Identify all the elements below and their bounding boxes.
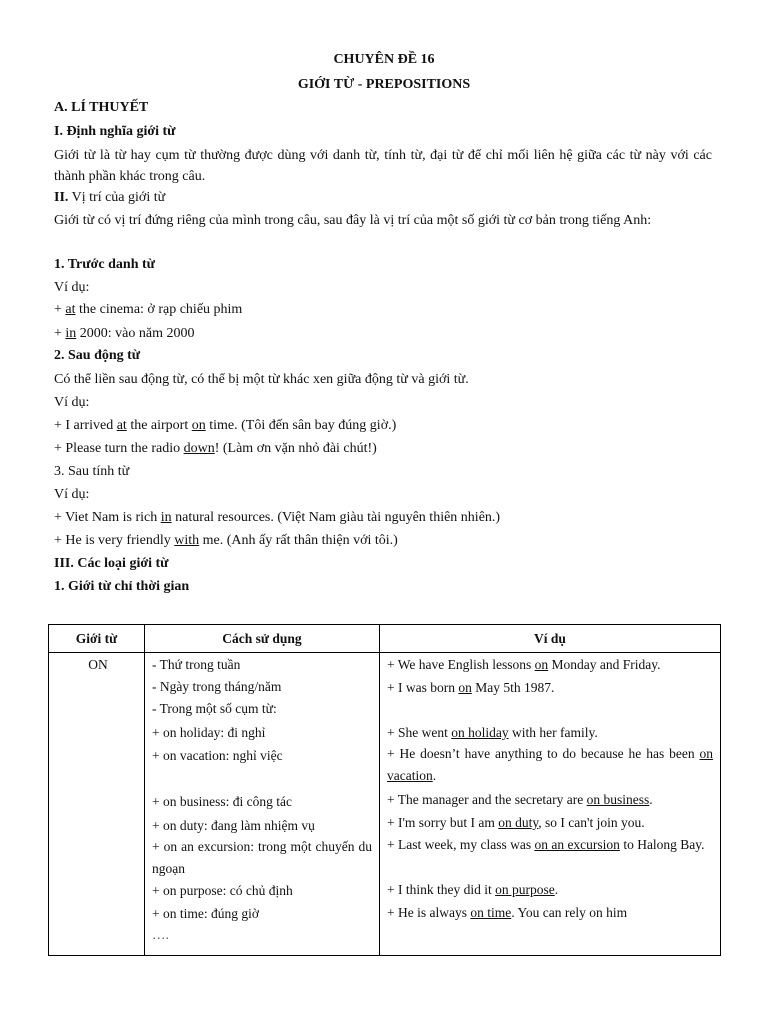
position-heading-number: II. bbox=[54, 190, 69, 205]
example-label: Ví dụ: bbox=[54, 487, 90, 502]
example-text: . bbox=[649, 792, 653, 807]
after-verb-heading: 2. Sau động từ bbox=[54, 348, 141, 363]
example-item bbox=[387, 815, 645, 831]
position-heading-text: Vị trí của giới từ bbox=[68, 190, 166, 205]
example-preposition: on business bbox=[586, 792, 650, 807]
example-line bbox=[54, 510, 500, 526]
time-prepositions-heading: 1. Giới từ chỉ thời gian bbox=[54, 579, 190, 594]
example-preposition: down bbox=[183, 441, 215, 456]
usage-item: + on business: đi công tác bbox=[152, 794, 292, 809]
after-verb-text: Có thể liền sau động từ, có thể bị một từ khác xen giữa động từ và giới từ. bbox=[54, 372, 469, 387]
example-text: + The manager and the secretary are bbox=[387, 792, 587, 807]
table-row bbox=[49, 653, 721, 956]
example-preposition: with bbox=[174, 533, 200, 548]
example-text: + We have English lessons bbox=[387, 657, 535, 672]
example-preposition: at bbox=[116, 418, 127, 433]
example-preposition: on holiday bbox=[451, 725, 509, 740]
example-preposition: on duty bbox=[498, 815, 539, 830]
example-label: Ví dụ: bbox=[54, 280, 90, 295]
example-line bbox=[54, 418, 396, 434]
section-a-heading: A. LÍ THUYẾT bbox=[54, 100, 149, 115]
example-text: with her family. bbox=[508, 725, 598, 740]
example-text: Monday and Friday. bbox=[548, 657, 661, 672]
example-preposition: on an excursion bbox=[534, 837, 620, 852]
example-item bbox=[387, 743, 713, 787]
usage-item: + on vacation: nghỉ việc bbox=[152, 748, 283, 763]
example-item bbox=[387, 834, 713, 856]
usage-item: - Thứ trong tuần bbox=[152, 657, 241, 672]
usage-item: + on time: đúng giờ bbox=[152, 906, 259, 921]
column-header-example: Ví dụ bbox=[380, 625, 721, 653]
column-header-preposition: Giới từ bbox=[49, 625, 145, 653]
prepositions-table bbox=[48, 624, 721, 956]
column-header-usage: Cách sử dụng bbox=[145, 625, 380, 653]
example-text: + Last week, my class was bbox=[387, 837, 535, 852]
example-text: me. (Anh ấy rất thân thiện với tôi.) bbox=[199, 533, 398, 548]
example-line bbox=[54, 441, 377, 457]
example-preposition: on purpose bbox=[495, 882, 555, 897]
example-text: time. (Tôi đến sân bay đúng giờ.) bbox=[205, 418, 397, 433]
example-text: + bbox=[54, 326, 66, 341]
example-text: . bbox=[554, 882, 559, 897]
example-label: Ví dụ: bbox=[54, 395, 90, 410]
usage-item: + on duty: đang làm nhiệm vụ bbox=[152, 818, 315, 833]
example-line bbox=[54, 326, 195, 342]
position-heading bbox=[54, 190, 165, 206]
usage-cell bbox=[145, 653, 380, 956]
example-text: + She went bbox=[387, 725, 452, 740]
example-text: 2000: vào năm 2000 bbox=[76, 326, 195, 341]
table-header-row bbox=[49, 625, 721, 653]
usage-item: …. bbox=[152, 927, 169, 942]
types-heading: III. Các loại giới từ bbox=[54, 556, 169, 571]
example-text: the airport bbox=[126, 418, 192, 433]
example-text: to Halong Bay. bbox=[619, 837, 705, 852]
usage-item: - Ngày trong tháng/năm bbox=[152, 679, 282, 694]
example-preposition: at bbox=[65, 302, 76, 317]
example-line bbox=[54, 302, 242, 318]
usage-item: + on holiday: đi nghỉ bbox=[152, 725, 266, 740]
example-text: ! (Làm ơn vặn nhỏ đài chút!) bbox=[214, 441, 377, 456]
definition-heading: I. Định nghĩa giới từ bbox=[54, 124, 176, 139]
example-preposition: on bbox=[458, 680, 472, 695]
before-noun-heading: 1. Trước danh từ bbox=[54, 257, 156, 272]
definition-text: Giới từ là từ hay cụm từ thường được dùng với danh từ, tính từ, đại từ để chỉ mối liên hệ giữa các từ này với các thành phần khác trong câu. bbox=[54, 148, 712, 184]
example-text: May 5th 1987. bbox=[471, 680, 555, 695]
preposition-value: ON bbox=[88, 657, 108, 672]
example-preposition: on vacation bbox=[387, 746, 713, 783]
example-preposition: on time bbox=[470, 905, 512, 920]
example-item bbox=[387, 882, 558, 898]
example-text: + He is very friendly bbox=[54, 533, 175, 548]
example-text: + I arrived bbox=[54, 418, 117, 433]
example-preposition: in bbox=[160, 510, 172, 525]
example-item bbox=[387, 905, 627, 921]
document-title: CHUYÊN ĐỀ 16 bbox=[333, 52, 435, 67]
example-text: + Viet Nam is rich bbox=[54, 510, 161, 525]
position-text: Giới từ có vị trí đứng riêng của mình trong câu, sau đây là vị trí của một số giới từ cơ bản trong tiếng Anh: bbox=[54, 213, 652, 228]
example-preposition: on bbox=[534, 657, 549, 672]
example-text: the cinema: ở rạp chiếu phim bbox=[75, 302, 243, 317]
example-text: + I'm sorry but I am bbox=[387, 815, 499, 830]
example-text: + I was born bbox=[387, 680, 459, 695]
example-text: + I think they did it bbox=[387, 882, 496, 897]
example-line bbox=[54, 533, 398, 549]
example-text: . You can rely on him bbox=[511, 905, 628, 920]
usage-item: + on purpose: có chủ định bbox=[152, 883, 293, 898]
example-preposition: in bbox=[65, 326, 77, 341]
example-preposition: on bbox=[191, 418, 206, 433]
document-subtitle: GIỚI TỪ - PREPOSITIONS bbox=[297, 77, 471, 92]
example-text: , so I can't join you. bbox=[538, 815, 645, 830]
example-text: + He is always bbox=[387, 905, 471, 920]
example-text: + He doesn’t have anything to do because he has been bbox=[387, 746, 700, 761]
example-text: + Please turn the radio bbox=[54, 441, 184, 456]
example-cell bbox=[380, 653, 721, 956]
example-item bbox=[387, 792, 653, 808]
preposition-cell bbox=[49, 653, 145, 956]
example-item bbox=[387, 657, 661, 673]
example-text: natural resources. (Việt Nam giàu tài nguyên thiên nhiên.) bbox=[171, 510, 501, 525]
usage-item: + on an excursion: trong một chuyến du ngoạn bbox=[152, 839, 372, 876]
example-text: + bbox=[54, 302, 66, 317]
example-text: . bbox=[432, 768, 437, 783]
example-item bbox=[387, 680, 554, 696]
usage-item: - Trong một số cụm từ: bbox=[152, 701, 277, 716]
example-item bbox=[387, 725, 598, 741]
after-adjective-heading: 3. Sau tính từ bbox=[54, 464, 130, 479]
